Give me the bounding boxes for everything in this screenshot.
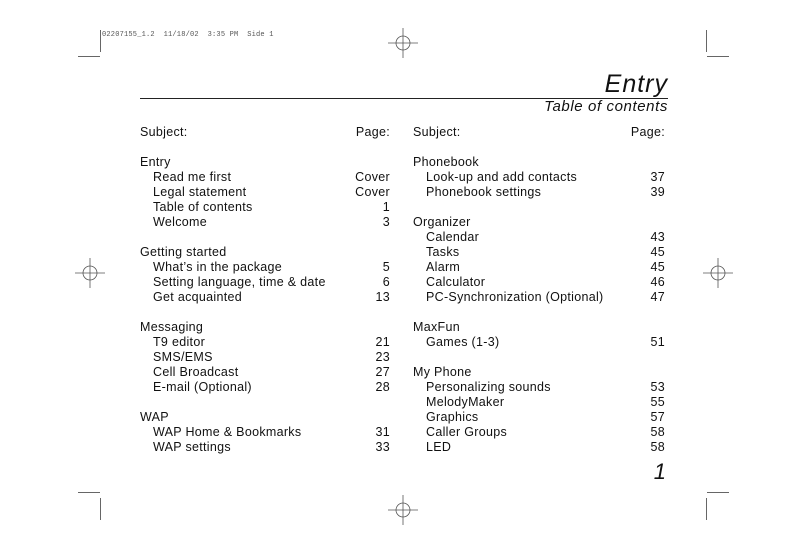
toc-entry [140,290,390,305]
subject-heading: Subject: [413,125,461,139]
section-title-text: Phonebook [413,155,479,169]
toc-entry-label: Phonebook settings [426,185,542,199]
toc-sections [413,155,665,455]
crop-mark [100,30,101,52]
crop-mark [78,56,100,57]
toc-entry [140,335,390,350]
toc-entry-page: 5 [382,260,390,274]
toc-entry-label: WAP Home & Bookmarks [153,425,302,439]
toc-section-title [413,320,665,335]
toc-entry-label: T9 editor [153,335,206,349]
registration-mark-right [703,258,733,288]
toc-entry-page: 58 [650,440,665,454]
toc-entry [413,245,665,260]
toc-entry [413,230,665,245]
crop-mark [78,492,100,493]
toc-entry [140,260,390,275]
toc-entry-page: 39 [650,185,665,199]
toc-entry-label: Alarm [426,260,461,274]
crop-mark [100,498,101,520]
toc-entry-page: 21 [375,335,390,349]
toc-entry-label: Calendar [426,230,480,244]
toc-entry [413,260,665,275]
toc-entry-page: 27 [375,365,390,379]
toc-entry-page: 6 [382,275,390,289]
toc-entry-page: 43 [650,230,665,244]
toc-entry-page: 47 [650,290,665,304]
column-heading-row [413,125,665,140]
toc-entry-page: 46 [650,275,665,289]
toc-entry-label: SMS/EMS [153,350,213,364]
toc-entry-page: 1 [382,200,390,214]
toc-entry-label: Welcome [153,215,207,229]
section-spacer [413,350,665,365]
toc-entry-page: 53 [650,380,665,394]
page-number: 1 [653,459,666,484]
toc-column-right [413,125,665,455]
print-slug: 02207155_1.2 11/18/02 3:35 PM Side 1 [102,31,274,39]
toc-section-title [413,215,665,230]
toc-entry-page: 3 [382,215,390,229]
crop-mark [706,30,707,52]
toc-entry [413,410,665,425]
toc-entry [140,275,390,290]
crop-mark [707,56,729,57]
toc-entry [140,380,390,395]
section-spacer [140,305,390,320]
toc-entry [413,440,665,455]
registration-mark-left [75,258,105,288]
toc-entry [413,380,665,395]
toc-entry-page: 51 [650,335,665,349]
toc-entry [140,440,390,455]
toc-entry [413,185,665,200]
toc-entry [413,290,665,305]
toc-entry [413,335,665,350]
toc-entry [140,425,390,440]
toc-section-title [140,320,390,335]
column-heading-row [140,125,390,140]
registration-mark-top [388,28,418,58]
toc-section-title [413,365,665,380]
toc-entry [413,275,665,290]
toc-entry-page: 58 [650,425,665,439]
page-subtitle: Table of contents [544,98,668,115]
toc-entry-page: 37 [650,170,665,184]
toc-entry [140,200,390,215]
toc-entry-label: Read me first [153,170,232,184]
subject-heading: Subject: [140,125,188,139]
section-spacer [413,200,665,215]
toc-entry-label: PC-Synchronization (Optional) [426,290,604,304]
toc-entry-page: Cover [355,170,390,184]
toc-entry-page: 28 [375,380,390,394]
toc-section-title [140,155,390,170]
section-title-text: WAP [140,410,169,424]
page-heading: Page: [355,125,390,139]
toc-entry-page: Cover [355,185,390,199]
toc-entry [140,365,390,380]
section-title-text: Messaging [140,320,204,334]
toc-entry-page: 23 [375,350,390,364]
toc-entry-label: Table of contents [153,200,253,214]
toc-entry-label: Calculator [426,275,486,289]
toc-entry [413,170,665,185]
toc-entry-label: Legal statement [153,185,247,199]
toc-entry-page: 13 [375,290,390,304]
toc-entry-label: What’s in the package [153,260,283,274]
toc-entry-page: 45 [650,245,665,259]
toc-entry-page: 55 [650,395,665,409]
toc-entry [140,215,390,230]
toc-entry-label: Caller Groups [426,425,508,439]
toc-entry-page: 33 [375,440,390,454]
toc-sections [140,155,390,455]
toc-entry [140,350,390,365]
toc-entry [413,425,665,440]
crop-mark [707,492,729,493]
toc-entry-page: 57 [650,410,665,424]
toc-entry-label: Setting language, time & date [153,275,326,289]
crop-mark [706,498,707,520]
toc-entry-label: Personalizing sounds [426,380,551,394]
section-title-text: Organizer [413,215,471,229]
page-heading: Page: [630,125,665,139]
section-spacer [140,395,390,410]
toc-column-left [140,125,390,455]
toc-entry-label: Graphics [426,410,479,424]
toc-section-title [413,155,665,170]
toc-entry-label: E-mail (Optional) [153,380,252,394]
toc-entry [413,395,665,410]
toc-entry-label: LED [426,440,452,454]
section-title-text: Entry [140,155,171,169]
toc-section-title [140,245,390,260]
toc-section-title [140,410,390,425]
section-title-text: Getting started [140,245,227,259]
toc-entry-label: Get acquainted [153,290,242,304]
section-title-text: My Phone [413,365,472,379]
section-spacer [140,230,390,245]
toc-entry-page: 45 [650,260,665,274]
toc-entry-page: 31 [375,425,390,439]
page-title: Entry [604,70,668,98]
toc-entry [140,185,390,200]
toc-entry-label: Look-up and add contacts [426,170,578,184]
toc-entry-label: MelodyMaker [426,395,505,409]
section-title-text: MaxFun [413,320,460,334]
toc-entry-label: Tasks [426,245,460,259]
toc-entry-label: WAP settings [153,440,231,454]
registration-mark-bottom [388,495,418,525]
section-spacer [413,305,665,320]
toc-entry-label: Games (1-3) [426,335,500,349]
toc-entry-label: Cell Broadcast [153,365,239,379]
toc-entry [140,170,390,185]
